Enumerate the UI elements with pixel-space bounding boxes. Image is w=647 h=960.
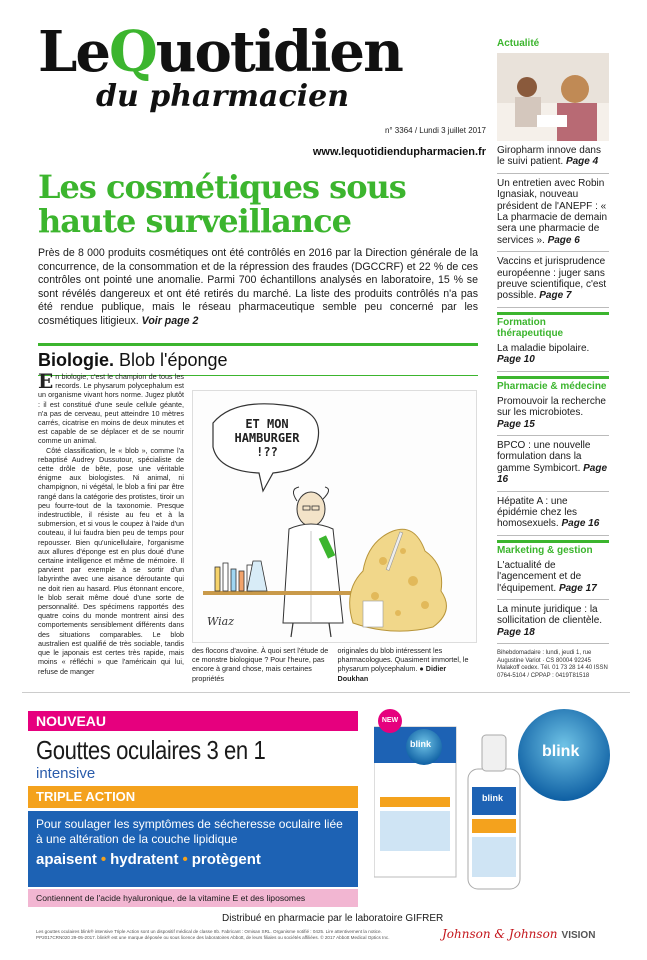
page-headline: Les cosmétiques sous haute surveillance [38,168,406,240]
sidebar-item[interactable] [497,492,609,536]
ad-action-protegent: protègent [191,851,261,868]
lede-page-ref[interactable]: Voir page 2 [141,314,199,327]
sidebar-item[interactable] [497,141,609,174]
sidebar-list-marketing [497,556,609,644]
sidebar-list-actualite [497,141,609,308]
sidebar-item-text: L'actualité de l'agencement et de l'équipement. [497,559,582,594]
johnson-logo: Johnson & Johnson VISION [442,927,596,941]
sidebar-item[interactable] [497,600,609,644]
ad-action-hydratent: hydratent [110,851,179,868]
advertisement-blink[interactable] [22,692,630,950]
ad-title: Gouttes oculaires 3 en 1 [36,735,266,765]
ad-triple-action: TRIPLE ACTION [28,786,358,808]
logo-le: Le [38,19,110,85]
sidebar-category-actualite: Actualité [497,38,540,49]
section-divider [38,343,478,346]
article-continuation [192,646,477,683]
sidebar-item-page-ref[interactable]: Page 15 [497,418,535,430]
cartoon-illustration [192,390,477,643]
ad-legal-notice: Les gouttes oculaires blink® intensive Triple Action sont un dispositif médical de classe IIb. Fabricant : Omisan SRL. Organisme notifié : 0425. Lire attentivement la notice. PP2017CRN020 29-05-2017. blink® est une marque déposée ou sous licence des laboratoires Abbott, de leurs filiales ou sociétés affiliées. © 2017 Abbott Medical Optics Inc. [36,929,390,940]
ad-ingredients: Contiennent de l'acide hyaluronique, de la vitamine E et des liposomes [28,889,358,907]
ad-action-apaisent: apaisent [36,851,97,868]
sidebar-item-text: La minute juridique : la sollicitation de clientèle. [497,603,603,627]
sidebar-item-text: BPCO : une nouvelle formulation dans la gamme Symbicort. [497,439,591,474]
article-column-1 [38,370,184,676]
article-body: Côté classification, le « blob », comme l'a rebaptisé Audrey Dussutour, spécialiste de cette drôle de bête, pose une véritable énigme aux biologistes. Ni animal, ni champignon, ni végétal, le blob a fini par être rangé dans la catégorie des protistes, tiroir un peu fourre-tout de la taxonomie. Presque indestructible, il résiste au feu et à la submersion, et si vous le coupez à l'aide d'un couteau, il lui faudra bien peu de temps pour repousser. Bien qu'unicellulaire, l'organisme aux allures d'éponge est en plus doué d'une certaine intelligence et même de mémoire. Il parvient par exemple à se sortir d'un labyrinthe avec une aisance déroutante qui ne doit rien au hasard. Plus étonnant encore, le blob serait même doué d'une sorte de personnalité. Des spécimens rapportés des quatre coins du monde montrent ainsi des comportements sensiblement différents dans des situations comparables. Le blob australien est qualifié de très sociable, tandis que le japonais est certes très rapide, mais moins « réfléchi » que l'américain qui lui, refuse de manger [38,445,184,676]
ad-product-image [374,707,624,907]
lede-paragraph [38,247,478,328]
cartoon-speech: ET MON HAMBURGER !?? [234,417,300,459]
section-title-bold: Biologie. [38,350,114,370]
ad-description-box [28,811,358,887]
ad-nouveau-banner: NOUVEAU [28,711,358,731]
sidebar-item-page-ref[interactable]: Page 18 [497,626,535,638]
dropcap: E [38,369,54,393]
sidebar-item-page-ref[interactable]: Page 10 [497,354,535,366]
sidebar-item-text: Vaccins et jurisprudence européenne : juger sans preuve scientifique, c'est possible. [497,256,607,302]
sidebar-item-page-ref[interactable]: Page 17 [558,582,597,594]
sidebar-item-text: Un entretien avec Robin Ignasiak, nouveau président de l'ANEPF : « La pharmacie de demain sera une pharmacie de services ». [497,177,608,246]
sidebar-item-text: Promouvoir la recherche sur les microbiotes. [497,395,606,419]
logo-rest: uotidien [155,19,402,85]
cartoon-signature: Wiaz [207,615,234,628]
blink-box-logo: blink [410,739,432,749]
blink-bottle-logo: blink [482,793,504,803]
sidebar-list-formation [497,339,609,372]
logo-subtitle: du pharmacien [96,79,350,114]
sidebar-item-text: Hépatite A : une épidémie chez les homosexuels. [497,495,578,530]
issue-date: n° 3364 / Lundi 3 juillet 2017 [384,126,486,135]
sidebar-item-page-ref[interactable]: Page 16 [497,462,608,486]
sidebar-item[interactable] [497,392,609,436]
section-title-biologie [38,350,228,371]
sidebar-category-pharmacie: Pharmacie & médecine [497,376,609,392]
article-column-2: des flocons d'avoine. À quoi sert l'étude de ce monstre biologique ? Pour l'heure, pas encore à grand chose, mais certaines propriétés [192,646,329,683]
sidebar-summary [497,38,609,681]
publication-info: Bihebdomadaire : lundi, jeudi 1, rue Augustine Variot · CS 80004 92245 Malakoff cedex. Tél. 01 73 28 14 40 ISSN 0764-5104 / CPPAP : 0419T81518 [497,650,608,679]
sidebar-category-marketing: Marketing & gestion [497,540,609,556]
ad-actions: apaisent • hydratent • protègent [36,851,261,868]
ad-distribution: Distribué en pharmacie par le laboratoire GIFRER [222,913,444,924]
news-photo [497,53,609,141]
sidebar-item[interactable] [497,436,609,492]
blink-logo: blink [542,743,580,760]
article-intro: n biologie, c'est le champion de tous les records. Le physarum polycephalum est un organisme vivant hors norme. Jugez plutôt : il est constitué d'une seule cellule géante, n'a pas de cerveau, peut atteindre 10 mètres carrés, cicatrise en moins de deux minutes et est capable de se déplacer et de se nourrir comme un animal. [38,372,184,446]
sidebar-item-text: La maladie bipolaire. [497,342,590,354]
ad-subtitle: intensive [36,765,96,782]
sidebar-item[interactable] [497,174,609,252]
section-title-rest: Blob l'éponge [119,350,228,370]
ad-new-badge: NEW [378,709,402,733]
sidebar-item[interactable] [497,556,609,600]
logo-q: Q [109,19,156,85]
sidebar-item-page-ref[interactable]: Page 6 [547,234,580,246]
ad-product-visual [374,707,624,907]
sidebar-item-page-ref[interactable]: Page 7 [539,290,572,302]
sidebar-list-pharmacie [497,392,609,536]
sidebar-item-page-ref[interactable]: Page 16 [561,518,600,530]
article-column-3-text: originales du blob intéressent les pharmacologues. Quasiment immortel, le physarum polycephalum. [337,646,469,674]
sidebar-item[interactable] [497,252,609,308]
article-column-3 [338,646,478,683]
sidebar-item-text: Giropharm innove dans le suivi patient. [497,145,601,168]
lede-text: Près de 8 000 produits cosmétiques ont été contrôlés en 2016 par la Direction générale de la concurrence, de la consommation et de la répression des fraudes (DGCCRF) et 22 % de ces contrôles ont pointé une anomalie. Parmi 700 échantillons analysés en laboratoire, 15 % se sont révélés dangereux et ont été retirés du marché. La liste des produits contrôlés n'a pas été rendue publique, mais le réseau pharmaceutique semble peu concerné par les cosmétiques litigieux. [38,247,478,327]
sidebar-category-formation: Formation thérapeutique [497,312,609,339]
sidebar-item-page-ref[interactable]: Page 4 [565,156,599,168]
article-author: ● Didier Doukhan [337,664,447,683]
news-photo-image [497,53,609,141]
logo [38,19,478,85]
website-link[interactable]: www.lequotidiendupharmacien.fr [312,146,486,158]
ad-description: Pour soulager les symptômes de sécheresse oculaire liée à une altération de la couche lipidique [36,817,343,846]
masthead [38,19,486,164]
sidebar-item[interactable] [497,339,609,372]
